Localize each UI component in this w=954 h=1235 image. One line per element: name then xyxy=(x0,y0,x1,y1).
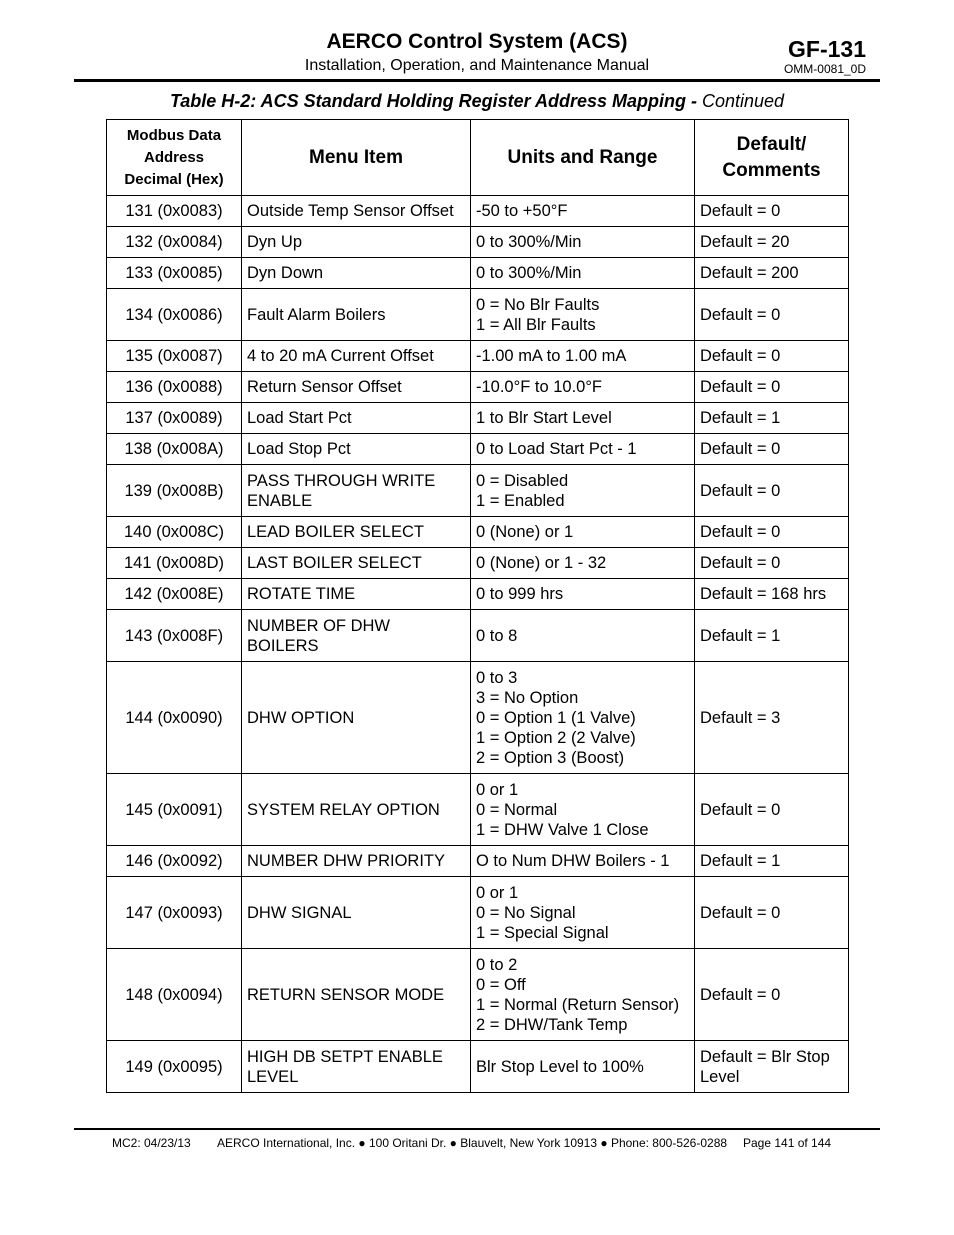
cell-menu-item xyxy=(242,1041,471,1093)
cell-default xyxy=(695,517,849,548)
cell-units-range-line: 0 to 300%/Min xyxy=(476,264,582,282)
cell-units-range xyxy=(471,434,695,465)
table-row xyxy=(107,258,849,289)
cell-default xyxy=(695,846,849,877)
table-row xyxy=(107,610,849,662)
cell-address: 136 (0x0088) xyxy=(107,372,242,403)
cell-default-line: Default = 0 xyxy=(700,440,781,458)
cell-default xyxy=(695,289,849,341)
cell-units-range xyxy=(471,517,695,548)
header-units-range-line: Units and Range xyxy=(507,146,658,168)
cell-default xyxy=(695,877,849,949)
cell-menu-item-line: NUMBER OF DHW xyxy=(247,616,390,635)
cell-menu-item-line: Dyn Up xyxy=(247,233,303,251)
cell-address: 134 (0x0086) xyxy=(107,289,242,341)
cell-default-line: Default = 0 xyxy=(700,202,781,220)
table-row xyxy=(107,372,849,403)
cell-units-range-line: 0 or 1 xyxy=(476,883,519,902)
cell-units-range xyxy=(471,949,695,1041)
cell-menu-item-line: HIGH DB SETPT ENABLE xyxy=(247,1047,443,1066)
cell-units-range xyxy=(471,227,695,258)
cell-default-line: Default = 200 xyxy=(700,264,799,282)
cell-menu-item xyxy=(242,465,471,517)
cell-units-range xyxy=(471,341,695,372)
cell-menu-item-line: Fault Alarm Boilers xyxy=(247,305,386,324)
cell-units-range-line: 0 or 1 xyxy=(476,780,519,799)
cell-address: 133 (0x0085) xyxy=(107,258,242,289)
cell-units-range xyxy=(471,403,695,434)
cell-units-range xyxy=(471,465,695,517)
cell-units-range-line: O to Num DHW Boilers - 1 xyxy=(476,852,670,870)
register-table-body xyxy=(107,196,849,1093)
register-table xyxy=(106,119,849,1093)
cell-menu-item-line: NUMBER DHW PRIORITY xyxy=(247,852,445,870)
cell-units-range xyxy=(471,662,695,774)
cell-address: 142 (0x008E) xyxy=(107,579,242,610)
header-address-line: Modbus Data xyxy=(126,126,222,144)
cell-units-range-line: 0 to 3 xyxy=(476,668,518,687)
table-row xyxy=(107,774,849,846)
cell-default-line: Default = 0 xyxy=(700,305,781,324)
cell-menu-item-line: Load Stop Pct xyxy=(247,440,351,458)
cell-default xyxy=(695,258,849,289)
cell-units-range xyxy=(471,548,695,579)
cell-menu-item-line: DHW OPTION xyxy=(247,708,355,727)
table-row xyxy=(107,517,849,548)
cell-default xyxy=(695,227,849,258)
cell-menu-item-line: BOILERS xyxy=(247,636,319,655)
cell-menu-item xyxy=(242,774,471,846)
header-default-comments xyxy=(695,120,849,196)
cell-default xyxy=(695,949,849,1041)
cell-default xyxy=(695,610,849,662)
cell-units-range-line: 1 = All Blr Faults xyxy=(476,315,596,334)
register-table-header xyxy=(107,120,849,196)
cell-units-range-line: 0 to 300%/Min xyxy=(476,233,582,251)
header-units-range xyxy=(471,120,695,196)
table-row xyxy=(107,662,849,774)
cell-address: 141 (0x008D) xyxy=(107,548,242,579)
cell-units-range-line: -1.00 mA to 1.00 mA xyxy=(476,347,627,365)
footer-company-address: AERCO International, Inc. ● 100 Oritani Dr. ● Blauvelt, New York 10913 ● Phone: 800-526-0288 xyxy=(217,1136,728,1150)
document-title: AERCO Control System (ACS) xyxy=(326,30,628,53)
cell-default xyxy=(695,434,849,465)
cell-units-range-line: 0 = No Signal xyxy=(476,903,576,922)
cell-default xyxy=(695,403,849,434)
header-default-comments-line: Comments xyxy=(722,159,821,181)
cell-units-range xyxy=(471,846,695,877)
cell-menu-item xyxy=(242,877,471,949)
cell-units-range xyxy=(471,610,695,662)
cell-menu-item xyxy=(242,517,471,548)
cell-address: 139 (0x008B) xyxy=(107,465,242,517)
cell-menu-item-line: Return Sensor Offset xyxy=(247,378,402,396)
table-row xyxy=(107,846,849,877)
cell-units-range xyxy=(471,774,695,846)
cell-default-line: Default = 0 xyxy=(700,903,781,922)
cell-menu-item-line: LEVEL xyxy=(247,1067,299,1086)
cell-default-line: Default = 3 xyxy=(700,708,781,727)
cell-menu-item xyxy=(242,258,471,289)
table-row xyxy=(107,877,849,949)
table-caption-bold: Table H-2: ACS Standard Holding Register Address Mapping - xyxy=(169,91,697,111)
cell-default-line: Default = 0 xyxy=(700,378,781,396)
cell-units-range xyxy=(471,289,695,341)
cell-units-range-line: 2 = DHW/Tank Temp xyxy=(476,1015,628,1034)
cell-units-range-line: 0 to Load Start Pct - 1 xyxy=(476,440,637,458)
cell-default-line: Default = Blr Stop xyxy=(700,1047,830,1066)
cell-menu-item xyxy=(242,372,471,403)
table-row xyxy=(107,548,849,579)
table-caption xyxy=(0,91,954,112)
cell-units-range-line: 1 = Normal (Return Sensor) xyxy=(476,995,680,1014)
table-row xyxy=(107,1041,849,1093)
cell-address: 147 (0x0093) xyxy=(107,877,242,949)
cell-default-line: Default = 0 xyxy=(700,523,781,541)
cell-units-range-line: 0 = Off xyxy=(476,975,526,994)
cell-address: 137 (0x0089) xyxy=(107,403,242,434)
cell-units-range-line: 1 = DHW Valve 1 Close xyxy=(476,820,649,839)
cell-units-range xyxy=(471,877,695,949)
document-code: GF-131 xyxy=(788,36,866,62)
cell-address: 146 (0x0092) xyxy=(107,846,242,877)
cell-units-range-line: 1 to Blr Start Level xyxy=(476,409,612,427)
table-row xyxy=(107,289,849,341)
table-row xyxy=(107,434,849,465)
cell-units-range-line: 0 (None) or 1 - 32 xyxy=(476,554,607,572)
cell-address: 148 (0x0094) xyxy=(107,949,242,1041)
cell-default xyxy=(695,1041,849,1093)
document-subtitle: Installation, Operation, and Maintenance Manual xyxy=(304,57,650,74)
cell-menu-item xyxy=(242,662,471,774)
cell-menu-item xyxy=(242,949,471,1041)
table-row xyxy=(107,579,849,610)
cell-menu-item-line: ENABLE xyxy=(247,491,313,510)
cell-menu-item-line: LAST BOILER SELECT xyxy=(247,554,422,572)
cell-menu-item-line: PASS THROUGH WRITE xyxy=(247,471,436,490)
cell-menu-item-line: SYSTEM RELAY OPTION xyxy=(247,800,440,819)
cell-default-line: Default = 0 xyxy=(700,985,781,1004)
table-row xyxy=(107,403,849,434)
cell-default-line: Default = 168 hrs xyxy=(700,585,827,603)
cell-address: 131 (0x0083) xyxy=(107,196,242,227)
cell-units-range-line: 0 to 2 xyxy=(476,955,518,974)
cell-menu-item-line: DHW SIGNAL xyxy=(247,903,352,922)
cell-units-range-line: 1 = Enabled xyxy=(476,491,565,510)
footer-page-number: Page 141 of 144 xyxy=(743,1136,832,1150)
cell-units-range-line: 0 = Disabled xyxy=(476,471,569,490)
cell-default xyxy=(695,372,849,403)
cell-units-range-line: 0 to 8 xyxy=(476,626,518,645)
cell-default-line: Default = 1 xyxy=(700,852,781,870)
header-address xyxy=(107,120,242,196)
cell-menu-item xyxy=(242,434,471,465)
cell-menu-item-line: Outside Temp Sensor Offset xyxy=(247,202,454,220)
cell-units-range xyxy=(471,258,695,289)
cell-default-line: Default = 1 xyxy=(700,626,781,645)
cell-default-line: Level xyxy=(700,1067,740,1086)
cell-default xyxy=(695,548,849,579)
header-menu-item xyxy=(242,120,471,196)
cell-address: 149 (0x0095) xyxy=(107,1041,242,1093)
cell-units-range-line: Blr Stop Level to 100% xyxy=(476,1057,644,1076)
cell-menu-item-line: Dyn Down xyxy=(247,264,324,282)
cell-default-line: Default = 20 xyxy=(700,233,790,251)
cell-menu-item xyxy=(242,289,471,341)
cell-menu-item xyxy=(242,548,471,579)
cell-address: 135 (0x0087) xyxy=(107,341,242,372)
cell-units-range xyxy=(471,1041,695,1093)
table-row xyxy=(107,227,849,258)
cell-default-line: Default = 0 xyxy=(700,347,781,365)
cell-menu-item xyxy=(242,846,471,877)
header-divider xyxy=(74,79,880,82)
footer-divider xyxy=(74,1128,880,1130)
cell-address: 132 (0x0084) xyxy=(107,227,242,258)
cell-address: 145 (0x0091) xyxy=(107,774,242,846)
cell-units-range-line: 0 = Normal xyxy=(476,800,558,819)
cell-menu-item xyxy=(242,610,471,662)
document-revision: OMM-0081_0D xyxy=(783,62,866,76)
cell-default xyxy=(695,196,849,227)
cell-default xyxy=(695,774,849,846)
cell-default xyxy=(695,579,849,610)
table-row xyxy=(107,341,849,372)
cell-address: 144 (0x0090) xyxy=(107,662,242,774)
cell-default-line: Default = 0 xyxy=(700,481,781,500)
table-caption-continued: Continued xyxy=(696,91,785,111)
cell-units-range xyxy=(471,579,695,610)
cell-units-range-line: 1 = Option 2 (2 Valve) xyxy=(476,728,636,747)
cell-units-range-line: -50 to +50°F xyxy=(476,202,568,220)
header-row xyxy=(107,120,849,196)
cell-default-line: Default = 0 xyxy=(700,800,781,819)
cell-menu-item-line: ROTATE TIME xyxy=(247,585,356,603)
cell-menu-item-line: 4 to 20 mA Current Offset xyxy=(247,347,434,365)
table-row xyxy=(107,196,849,227)
cell-units-range-line: 0 = No Blr Faults xyxy=(476,295,600,314)
header-address-line: Address xyxy=(143,148,205,166)
cell-default xyxy=(695,662,849,774)
cell-units-range-line: 0 (None) or 1 xyxy=(476,523,574,541)
cell-menu-item xyxy=(242,341,471,372)
cell-address: 138 (0x008A) xyxy=(107,434,242,465)
table-row xyxy=(107,949,849,1041)
header-menu-item-line: Menu Item xyxy=(309,146,403,168)
cell-address: 140 (0x008C) xyxy=(107,517,242,548)
cell-menu-item-line: Load Start Pct xyxy=(247,409,352,427)
cell-units-range-line: 1 = Special Signal xyxy=(476,923,609,942)
cell-menu-item-line: LEAD BOILER SELECT xyxy=(247,523,424,541)
cell-menu-item xyxy=(242,579,471,610)
cell-address: 143 (0x008F) xyxy=(107,610,242,662)
table-row xyxy=(107,465,849,517)
cell-default xyxy=(695,341,849,372)
cell-default xyxy=(695,465,849,517)
header-address-line: Decimal (Hex) xyxy=(124,170,224,188)
cell-default-line: Default = 1 xyxy=(700,409,781,427)
header-default-comments-line: Default/ xyxy=(736,133,807,155)
cell-units-range xyxy=(471,196,695,227)
footer-revision-date: MC2: 04/23/13 xyxy=(112,1136,191,1150)
cell-units-range-line: -10.0°F to 10.0°F xyxy=(476,378,603,396)
cell-default-line: Default = 0 xyxy=(700,554,781,572)
cell-units-range-line: 2 = Option 3 (Boost) xyxy=(476,748,625,767)
cell-menu-item xyxy=(242,196,471,227)
cell-units-range-line: 3 = No Option xyxy=(476,688,579,707)
cell-menu-item xyxy=(242,227,471,258)
cell-units-range-line: 0 = Option 1 (1 Valve) xyxy=(476,708,636,727)
cell-menu-item-line: RETURN SENSOR MODE xyxy=(247,985,445,1004)
cell-menu-item xyxy=(242,403,471,434)
cell-units-range-line: 0 to 999 hrs xyxy=(476,585,564,603)
cell-units-range xyxy=(471,372,695,403)
